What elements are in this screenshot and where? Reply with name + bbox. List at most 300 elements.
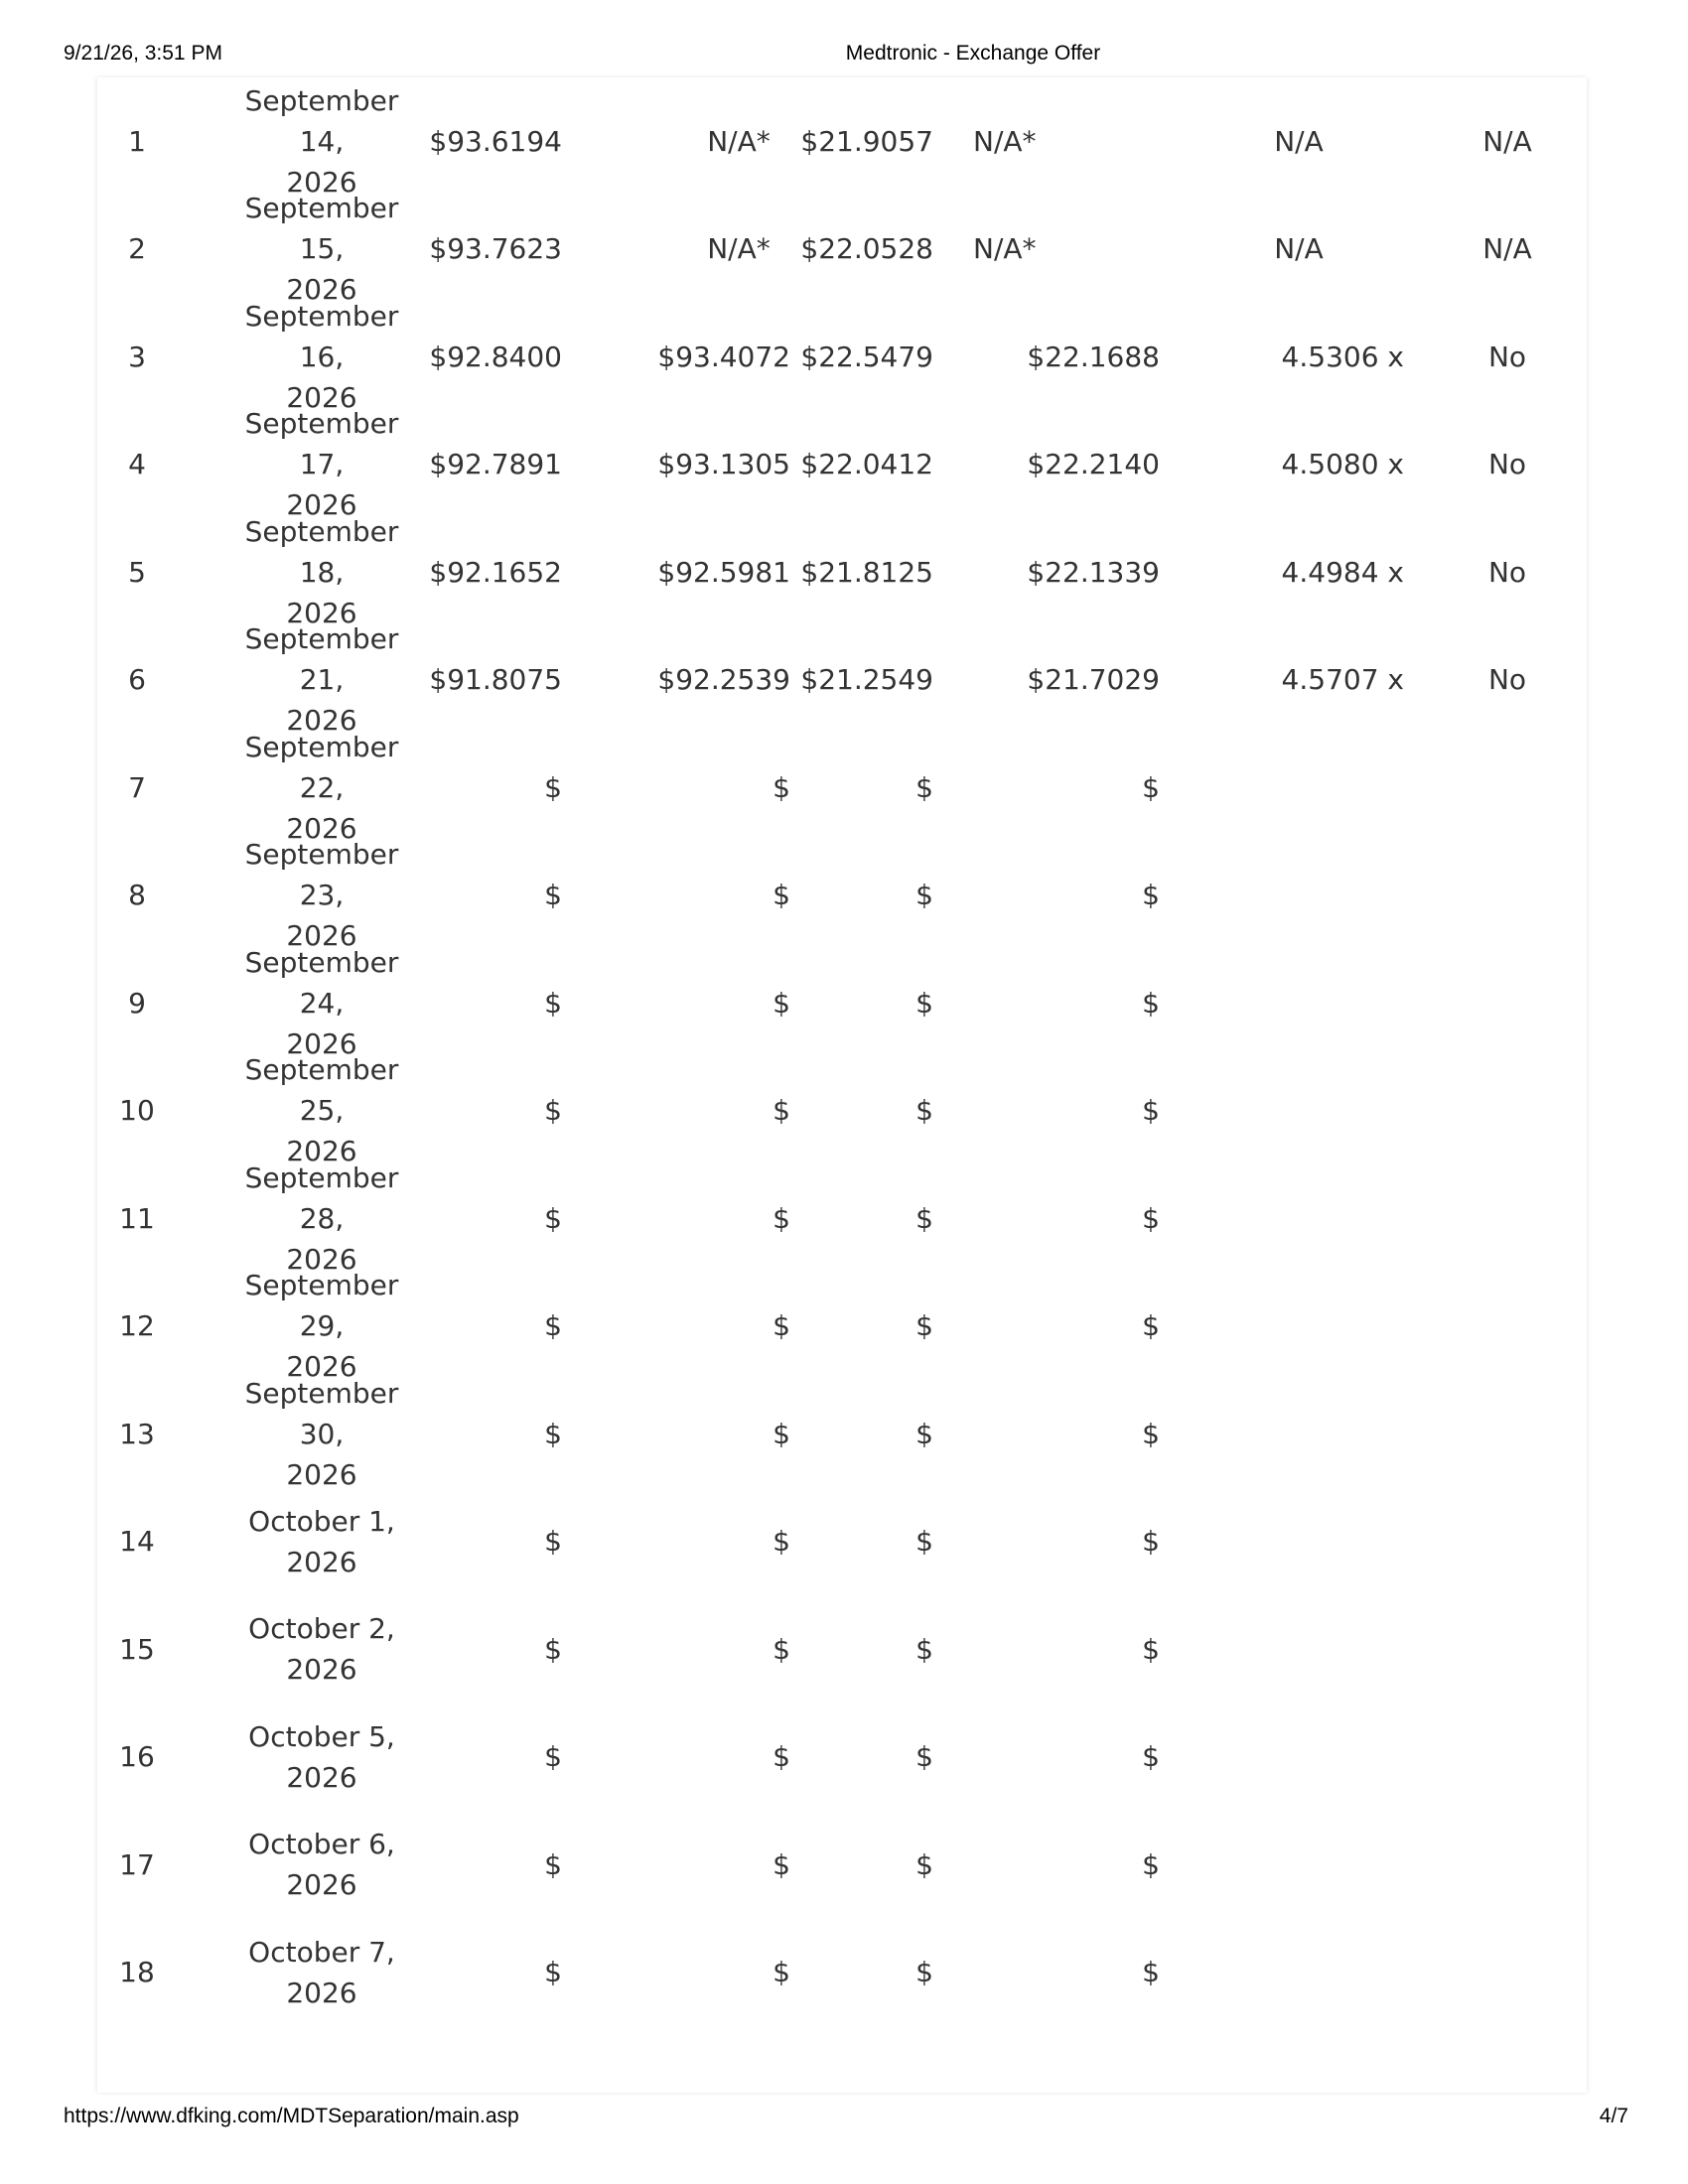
trading-date xyxy=(222,730,421,845)
date-month-day: October 7, xyxy=(248,1935,395,1969)
price-col-4-text: $ xyxy=(1142,1094,1160,1128)
limit-flag xyxy=(1428,842,1587,950)
price-col-1 xyxy=(425,518,562,626)
trading-date xyxy=(222,1269,421,1384)
table-row xyxy=(97,407,1587,522)
table-row xyxy=(97,83,1587,199)
price-col-4 xyxy=(971,1811,1160,1919)
exchange-ratio xyxy=(1249,303,1404,411)
day-number-text: 10 xyxy=(119,1094,155,1128)
day-number xyxy=(97,196,177,304)
exchange-ratio xyxy=(1249,626,1404,735)
exchange-ratio xyxy=(1249,1164,1404,1273)
price-col-4 xyxy=(971,1380,1160,1488)
price-col-3 xyxy=(792,1595,933,1704)
price-col-3-text: $22.0528 xyxy=(800,232,933,266)
table-row xyxy=(97,945,1587,1060)
table-row xyxy=(97,1160,1587,1276)
price-table xyxy=(97,83,1587,2026)
print-header xyxy=(0,42,1688,71)
price-col-3-text: $ xyxy=(915,770,933,804)
price-col-1 xyxy=(425,949,562,1057)
price-col-4 xyxy=(971,1595,1160,1704)
date-year: 2026 xyxy=(286,273,357,307)
date-year: 2026 xyxy=(286,1760,357,1794)
trading-date xyxy=(222,299,421,414)
price-col-1-text: $ xyxy=(544,770,562,804)
table-row xyxy=(97,1595,1587,1704)
limit-flag xyxy=(1428,1164,1587,1273)
date-year: 2026 xyxy=(286,1976,357,2009)
price-col-3 xyxy=(792,1380,933,1488)
table-row xyxy=(97,1704,1587,1812)
price-col-1-text: $93.6194 xyxy=(429,124,562,158)
day-number xyxy=(97,1164,177,1273)
limit-flag xyxy=(1428,411,1587,519)
price-col-2 xyxy=(614,1164,790,1273)
price-col-3-text: $22.0412 xyxy=(800,448,933,481)
price-col-4-text: $ xyxy=(1142,1309,1160,1343)
day-number-text: 12 xyxy=(119,1309,155,1343)
limit-flag xyxy=(1428,1057,1587,1165)
price-col-3 xyxy=(792,734,933,842)
exchange-ratio-text: 4.5080 x xyxy=(1281,448,1404,481)
price-col-4-text: $22.2140 xyxy=(1027,448,1160,481)
limit-flag xyxy=(1428,1273,1587,1381)
price-col-3-text: $21.9057 xyxy=(800,124,933,158)
price-col-1 xyxy=(425,1273,562,1381)
exchange-ratio xyxy=(1249,1057,1404,1165)
limit-flag xyxy=(1428,734,1587,842)
limit-flag-text: No xyxy=(1487,340,1527,373)
price-col-4-text: $ xyxy=(1142,1956,1160,1989)
price-col-1 xyxy=(425,1811,562,1919)
price-col-4-text: $22.1339 xyxy=(1027,555,1160,589)
date-month-day: October 5, xyxy=(248,1719,395,1753)
price-col-4 xyxy=(971,949,1160,1057)
price-col-1-text: $92.1652 xyxy=(429,555,562,589)
price-col-3-text: $22.5479 xyxy=(800,340,933,373)
date-month-day: September 15, xyxy=(244,192,399,266)
limit-flag-text: No xyxy=(1487,555,1527,589)
price-col-4 xyxy=(971,842,1160,950)
price-col-1 xyxy=(425,411,562,519)
price-col-2-text: $ xyxy=(773,1309,790,1343)
day-number xyxy=(97,949,177,1057)
price-col-3-text: $ xyxy=(915,1309,933,1343)
day-number-text: 8 xyxy=(128,879,146,912)
price-col-4-text: $21.7029 xyxy=(1027,663,1160,697)
trading-date xyxy=(222,1488,421,1596)
day-number-text: 3 xyxy=(128,340,146,373)
price-col-1 xyxy=(425,1488,562,1596)
price-col-1-text: $92.8400 xyxy=(429,340,562,373)
price-col-3 xyxy=(792,87,933,196)
price-col-3-text: $ xyxy=(915,986,933,1020)
day-number-text: 11 xyxy=(119,1201,155,1235)
price-col-4 xyxy=(971,518,1160,626)
table-row xyxy=(97,1053,1587,1168)
price-col-4 xyxy=(973,196,1132,304)
day-number-text: 7 xyxy=(128,770,146,804)
limit-flag-text: No xyxy=(1487,448,1527,481)
print-footer xyxy=(0,2105,1688,2134)
day-number xyxy=(97,411,177,519)
exchange-ratio-text: N/A xyxy=(1274,232,1324,266)
limit-flag-text: N/A xyxy=(1482,232,1532,266)
date-month-day: September 29, xyxy=(244,1269,399,1343)
price-col-4 xyxy=(971,411,1160,519)
day-number-text: 18 xyxy=(119,1956,155,1989)
limit-flag xyxy=(1428,1488,1587,1596)
price-col-3-text: $21.2549 xyxy=(800,663,933,697)
price-col-2 xyxy=(614,518,790,626)
day-number xyxy=(97,1488,177,1596)
date-month-day: September 18, xyxy=(244,514,399,589)
price-col-4 xyxy=(971,1919,1160,2027)
table-row xyxy=(97,1811,1587,1919)
price-col-2-text: $ xyxy=(773,879,790,912)
price-col-1-text: $92.7891 xyxy=(429,448,562,481)
price-col-1 xyxy=(425,303,562,411)
exchange-ratio xyxy=(1249,1595,1404,1704)
table-row xyxy=(97,1488,1587,1596)
trading-date xyxy=(222,1919,421,2027)
price-col-2 xyxy=(614,734,790,842)
day-number-text: 4 xyxy=(128,448,146,481)
trading-date xyxy=(222,1160,421,1276)
day-number xyxy=(97,1811,177,1919)
price-col-2 xyxy=(614,1919,790,2027)
price-col-1-text: $ xyxy=(544,1956,562,1989)
exchange-ratio xyxy=(1249,87,1348,196)
price-col-2 xyxy=(614,842,790,950)
price-col-1 xyxy=(425,1380,562,1488)
price-col-2-text: $ xyxy=(773,1956,790,1989)
price-col-4 xyxy=(971,1704,1160,1812)
date-month-day: September 21, xyxy=(244,622,399,697)
exchange-ratio xyxy=(1249,196,1348,304)
day-number xyxy=(97,303,177,411)
price-col-2 xyxy=(614,1057,790,1165)
price-col-2 xyxy=(614,949,790,1057)
limit-flag xyxy=(1428,1811,1587,1919)
date-year: 2026 xyxy=(286,488,357,522)
exchange-ratio xyxy=(1249,518,1404,626)
price-col-4-text: N/A* xyxy=(973,232,1037,266)
date-year: 2026 xyxy=(286,1135,357,1168)
price-col-1-text: $ xyxy=(544,1525,562,1559)
price-col-1-text: $ xyxy=(544,1632,562,1666)
date-year: 2026 xyxy=(286,1653,357,1687)
price-col-2 xyxy=(614,626,790,735)
day-number-text: 14 xyxy=(119,1525,155,1559)
price-col-2 xyxy=(614,303,790,411)
price-col-3-text: $ xyxy=(915,1632,933,1666)
price-col-1 xyxy=(425,1704,562,1812)
date-year: 2026 xyxy=(286,1457,357,1491)
date-month-day: October 2, xyxy=(248,1612,395,1646)
price-col-3 xyxy=(792,949,933,1057)
price-col-2-text: $92.5981 xyxy=(657,555,790,589)
trading-date xyxy=(222,1376,421,1491)
price-col-3 xyxy=(792,1164,933,1273)
trading-date xyxy=(222,1595,421,1704)
price-col-2-text: $ xyxy=(773,1847,790,1881)
date-year: 2026 xyxy=(286,1242,357,1276)
date-month-day: September 14, xyxy=(244,83,399,158)
day-number xyxy=(97,1380,177,1488)
price-col-3 xyxy=(792,1919,933,2027)
price-col-3 xyxy=(792,1057,933,1165)
day-number xyxy=(97,1595,177,1704)
day-number-text: 16 xyxy=(119,1740,155,1774)
day-number-text: 1 xyxy=(128,124,146,158)
exchange-ratio xyxy=(1249,1919,1404,2027)
date-year: 2026 xyxy=(286,1350,357,1384)
exchange-ratio-text: 4.5707 x xyxy=(1281,663,1404,697)
date-month-day: September 23, xyxy=(244,838,399,912)
price-col-1-text: $ xyxy=(544,1201,562,1235)
price-col-2-text: $ xyxy=(773,986,790,1020)
limit-flag xyxy=(1428,1919,1587,2027)
price-col-3 xyxy=(792,626,933,735)
date-year: 2026 xyxy=(286,165,357,199)
date-year: 2026 xyxy=(286,1545,357,1578)
trading-date xyxy=(222,622,421,738)
price-col-2 xyxy=(614,411,790,519)
limit-flag-text: No xyxy=(1487,663,1527,697)
price-col-2 xyxy=(614,1595,790,1704)
day-number-text: 15 xyxy=(119,1632,155,1666)
day-number xyxy=(97,734,177,842)
price-col-4-text: $22.1688 xyxy=(1027,340,1160,373)
trading-date xyxy=(222,1053,421,1168)
table-row xyxy=(97,730,1587,845)
price-col-4 xyxy=(971,626,1160,735)
trading-date xyxy=(222,1811,421,1919)
price-col-1-text: $91.8075 xyxy=(429,663,562,697)
limit-flag xyxy=(1428,949,1587,1057)
price-col-1 xyxy=(425,842,562,950)
trading-date xyxy=(222,407,421,522)
price-col-4-text: $ xyxy=(1142,1632,1160,1666)
date-year: 2026 xyxy=(286,811,357,845)
day-number-text: 13 xyxy=(119,1417,155,1450)
price-col-2 xyxy=(614,1811,790,1919)
price-col-4 xyxy=(971,1164,1160,1273)
price-col-4 xyxy=(971,734,1160,842)
print-url: https://www.dfking.com/MDTSeparation/main.asp xyxy=(64,2105,519,2127)
date-month-day: September 30, xyxy=(244,1376,399,1450)
price-col-1-text: $ xyxy=(544,1309,562,1343)
day-number xyxy=(97,1057,177,1165)
table-row xyxy=(97,514,1587,629)
price-col-3-text: $ xyxy=(915,1740,933,1774)
day-number xyxy=(97,1919,177,2027)
price-col-3-text: $ xyxy=(915,1094,933,1128)
day-number xyxy=(97,518,177,626)
price-col-1 xyxy=(425,1919,562,2027)
price-col-4 xyxy=(971,1273,1160,1381)
price-col-3 xyxy=(792,1488,933,1596)
price-col-4-text: $ xyxy=(1142,1417,1160,1450)
price-col-4-text: $ xyxy=(1142,1201,1160,1235)
price-col-2-text: $93.4072 xyxy=(657,340,790,373)
day-number-text: 6 xyxy=(128,663,146,697)
limit-flag xyxy=(1428,196,1587,304)
price-col-1-text: $ xyxy=(544,1094,562,1128)
table-row xyxy=(97,192,1587,307)
exchange-ratio xyxy=(1249,1380,1404,1488)
limit-flag xyxy=(1428,518,1587,626)
table-row xyxy=(97,1269,1587,1384)
exchange-ratio-text: 4.5306 x xyxy=(1281,340,1404,373)
exchange-ratio xyxy=(1249,1704,1404,1812)
price-col-4 xyxy=(971,1057,1160,1165)
print-page-number: 4/7 xyxy=(1599,2105,1628,2127)
price-col-2 xyxy=(614,87,818,196)
trading-date xyxy=(222,192,421,307)
date-month-day: September 16, xyxy=(244,299,399,373)
price-col-3-text: $ xyxy=(915,1201,933,1235)
exchange-ratio-text: N/A xyxy=(1274,124,1324,158)
day-number xyxy=(97,87,177,196)
table-row xyxy=(97,1376,1587,1491)
date-month-day: September 25, xyxy=(244,1053,399,1128)
exchange-ratio xyxy=(1249,1811,1404,1919)
price-col-3-text: $21.8125 xyxy=(800,555,933,589)
table-row xyxy=(97,299,1587,414)
price-col-3-text: $ xyxy=(915,1847,933,1881)
day-number-text: 2 xyxy=(128,232,146,266)
trading-date xyxy=(222,514,421,629)
price-col-3-text: $ xyxy=(915,1956,933,1989)
limit-flag-text: N/A xyxy=(1482,124,1532,158)
price-col-3 xyxy=(792,1273,933,1381)
price-col-2-text: $ xyxy=(773,1525,790,1559)
price-col-3 xyxy=(792,518,933,626)
day-number xyxy=(97,1704,177,1812)
price-col-3-text: $ xyxy=(915,879,933,912)
price-col-4-text: N/A* xyxy=(973,124,1037,158)
price-col-4-text: $ xyxy=(1142,1847,1160,1881)
date-year: 2026 xyxy=(286,380,357,414)
date-month-day: September 24, xyxy=(244,945,399,1020)
day-number xyxy=(97,626,177,735)
price-col-4-text: $ xyxy=(1142,879,1160,912)
trading-date xyxy=(222,838,421,953)
price-col-2 xyxy=(614,1273,790,1381)
exchange-ratio xyxy=(1249,1273,1404,1381)
price-col-2-text: N/A* xyxy=(707,124,771,158)
price-col-2 xyxy=(614,1488,790,1596)
trading-date xyxy=(222,945,421,1060)
price-col-1 xyxy=(425,1595,562,1704)
price-col-3 xyxy=(792,842,933,950)
price-col-2-text: $ xyxy=(773,1094,790,1128)
price-col-3 xyxy=(792,196,933,304)
print-datetime: 9/21/26, 3:51 PM xyxy=(64,42,222,65)
price-col-3-text: $ xyxy=(915,1525,933,1559)
limit-flag xyxy=(1428,1380,1587,1488)
exchange-ratio xyxy=(1249,842,1404,950)
price-col-4-text: $ xyxy=(1142,986,1160,1020)
table-row xyxy=(97,838,1587,953)
price-col-2-text: $ xyxy=(773,770,790,804)
price-col-4 xyxy=(973,87,1132,196)
exchange-ratio xyxy=(1249,734,1404,842)
day-number-text: 9 xyxy=(128,986,146,1020)
price-col-4 xyxy=(971,303,1160,411)
exchange-ratio-text: 4.4984 x xyxy=(1281,555,1404,589)
limit-flag xyxy=(1428,626,1587,735)
price-col-3 xyxy=(792,303,933,411)
price-col-2 xyxy=(614,196,818,304)
price-col-2-text: $ xyxy=(773,1201,790,1235)
limit-flag xyxy=(1428,1704,1587,1812)
day-number-text: 17 xyxy=(119,1847,155,1881)
table-row xyxy=(97,622,1587,738)
price-col-2-text: $ xyxy=(773,1417,790,1450)
day-number xyxy=(97,1273,177,1381)
price-col-1 xyxy=(425,196,562,304)
price-col-1 xyxy=(425,87,562,196)
price-col-1-text: $ xyxy=(544,1740,562,1774)
price-col-1-text: $ xyxy=(544,986,562,1020)
price-col-3 xyxy=(792,411,933,519)
price-col-1 xyxy=(425,1057,562,1165)
date-year: 2026 xyxy=(286,1868,357,1902)
price-col-4-text: $ xyxy=(1142,1525,1160,1559)
print-title: Medtronic - Exchange Offer xyxy=(845,42,1101,65)
price-col-1 xyxy=(425,734,562,842)
price-col-3-text: $ xyxy=(915,1417,933,1450)
limit-flag xyxy=(1428,1595,1587,1704)
date-month-day: September 17, xyxy=(244,407,399,481)
price-col-4 xyxy=(971,1488,1160,1596)
price-col-3 xyxy=(792,1811,933,1919)
price-col-2 xyxy=(614,1380,790,1488)
price-col-1-text: $ xyxy=(544,1417,562,1450)
price-col-1-text: $ xyxy=(544,879,562,912)
price-col-1-text: $93.7623 xyxy=(429,232,562,266)
limit-flag xyxy=(1428,87,1587,196)
exchange-ratio xyxy=(1249,1488,1404,1596)
date-year: 2026 xyxy=(286,919,357,953)
day-number-text: 5 xyxy=(128,555,146,589)
date-month-day: September 22, xyxy=(244,730,399,804)
price-col-2-text: $92.2539 xyxy=(657,663,790,697)
table-row xyxy=(97,1919,1587,2027)
price-col-2 xyxy=(614,1704,790,1812)
date-month-day: October 1, xyxy=(248,1504,395,1538)
date-year: 2026 xyxy=(286,596,357,629)
price-col-2-text: N/A* xyxy=(707,232,771,266)
price-col-2-text: $ xyxy=(773,1632,790,1666)
exchange-ratio xyxy=(1249,411,1404,519)
trading-date xyxy=(222,83,421,199)
day-number xyxy=(97,842,177,950)
price-col-1 xyxy=(425,1164,562,1273)
trading-date xyxy=(222,1704,421,1812)
price-col-1 xyxy=(425,626,562,735)
date-month-day: October 6, xyxy=(248,1828,395,1861)
date-year: 2026 xyxy=(286,704,357,738)
price-col-2-text: $ xyxy=(773,1740,790,1774)
limit-flag xyxy=(1428,303,1587,411)
price-col-2-text: $93.1305 xyxy=(657,448,790,481)
